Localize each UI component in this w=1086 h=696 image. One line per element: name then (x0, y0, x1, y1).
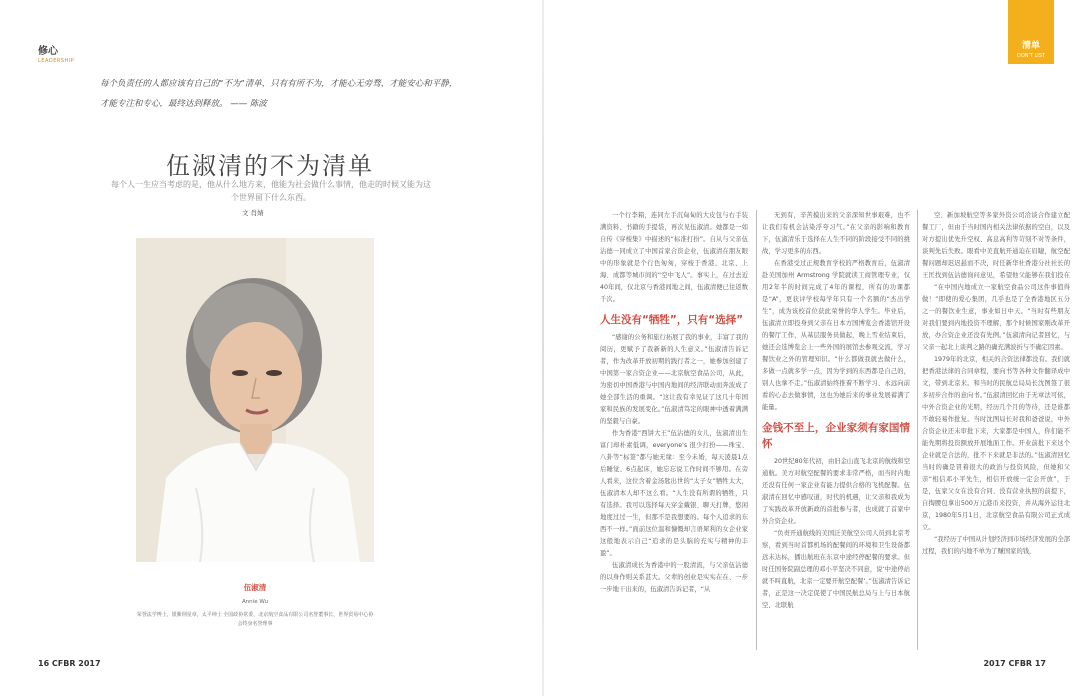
section-tab (1008, 0, 1054, 64)
paragraph: 空、新加坡航空等多家外资公司洽谈合作建立配餐工厂，但由于当时国内相关法律依据的空白，以及对方提出优先升空权、高息高利等苛刻不对等条件，谈判先后失败。眼看中美直航开通迫在眉睫，航空配餐问题却迟迟悬而不决，时任新华社香港分社社长的王匡找到伍沾德询问意见，希望他父能够在我们投在 (922, 212, 1070, 279)
paragraph: “负责开通航线的美国泛美航空公司人员到北京考察，看到当时首都机场的配餐间的环境和卫生设备都远未达标，播出航班在东京中途经停配餐的要求。但时任国务院副总理的邓小平坚决不同意，说‘中途停站就不叫直航，北京一定要开航空配餐’。”伍淑清告诉记者，正是这一决定促使了中国民航总局与上与日本航空、北联航 (762, 530, 910, 609)
article-column-2 (762, 210, 910, 650)
section-label (38, 42, 74, 64)
page-spine (542, 0, 544, 696)
article-column-1 (600, 210, 748, 650)
paragraph: “在中国内地成立一家航空食品公司这件事值得做！”即使的爱心集团，几乎也是了全香港地区五分之一的餐饮业生意，事业如日中天。“当时有些朋友对我们要到内地投资不理解，那个时候国家刚改革开放，办合资企业还没有先例。”伍淑清向记者回忆，与父亲一起北上谈判之路的确充满波折与不确定因素。 (922, 284, 1070, 351)
paragraph: 伍淑清成长为香港中的一股清流，与父亲伍沾德的以身作则关系甚大。父辈的创业是实实在在、一步一步地干出来的，伍淑清告诉记者，“从 (600, 562, 748, 593)
paragraph: 20世纪80年代初，由旧金山直飞北京的航线和空通航。美方对航空配餐的要求非常严格，而当时内地还没有任何一家企业有能力提供合格的飞机配餐。伍淑清在回忆中感叹道，时代的机遇，让父亲和我成为了实践改革开放新政的首批参与者，也成就了首家中外合资企业。 (762, 458, 910, 525)
paragraph: 作为香港“西饼大王”伍沾德的女儿，伍淑清出生富门却朴素低调，everyone's 很少打扮——珠宝、八卦等“标签”都与她无缘：至今未婚，每天凌晨1点后睡觉、6点起床，她忘忘说工作时间不够用。在旁人看来，这位含着金汤匙出世的“太子女”牺牲太大，伍淑清本人却不这么看。“人生没有所谓的牺牲，只有选择。我可以选择每天穿金戴银、聊天打牌，悠闲地度过过一生，但那不是我想要的。每个人追求的东西不一样。”面前这位温和慷慨却言语犀利的女企业家这般地表示自己“追求的是头脑的充实与精神的丰盈”。 (600, 430, 748, 557)
paragraph: 在香港受过正规教育学校的严格教育后，伍淑清赴美国加州 Armstrong 学院就读工商管理专业，仅用2年半的时间完成了4年的课程，所有的功课都是“A”，更获评学校每学年只有一个名额的“杰出学生”，成为该校首位获此荣誉的华人学生。毕业后，伍淑清立即投身到父亲在日本方国博览会香港馆开设的餐厅工作，从基层服务员做起，晚上雪业结束后，她还会选博览会上一些外国的展馆去参观交流，学习餐饮业之外的管理知识。“什么都做我就去做什么，多做一点就多学一点，因为学到的东西都是自己的，别人也拿不走。”伍淑清始终推着不断学习、永远向前看的心态去做事情，这也为她后来的事业发展蓄满了能量。 (762, 260, 910, 411)
pull-quote: 每个负责任的人都应该有自己的“不为”清单，只有有所不为，才能心无旁骛，才能安心和平静，才能专注和专心，最终达到释放。 —— 陈波 (100, 79, 458, 109)
section-label-cn: 修心 (38, 46, 58, 57)
section-heading: 金钱不至上，企业家须有家国情怀 (762, 422, 910, 450)
caption-name: 伍淑清 (243, 583, 267, 592)
section-label-en: LEADERSHIP (38, 58, 75, 64)
right-page-folio: 2017 CFBR 17 (983, 659, 1046, 668)
article-column-3 (922, 210, 1070, 650)
section-tab-cn: 清单 (1021, 41, 1040, 51)
left-page-folio: 16 CFBR 2017 (38, 659, 101, 668)
article-title: 伍淑清的不为清单 (166, 152, 374, 180)
paragraph: 一个行李箱，连同左手沉甸甸的大皮包与右手装满资料、书籍的手提袋，再次见伍淑清。她都是一如自传《穿梭集》中描述的“标准打扮”。自从与父亲伍沾德一同成立了中国首家合资企业，伍淑清在朋友眼中的形象就是个行色匆匆，穿梭于香港、北京、上海、成都等城市间的“空中飞人”。事实上，在过去近40年间，仅北京与香港间地之间，伍淑清便已往返数千次。 (600, 212, 748, 303)
caption-en-name: Annie Wu (241, 599, 269, 605)
article-subtitle: 每个人一生应当考虑的是，他从什么地方来，他能为社会做什么事情，他走的时候又能为这个世界留下什么东西。 (111, 180, 431, 202)
section-tab-en: DON'T LIST (1016, 53, 1046, 59)
paragraph: 1979年的北京，相关的合资法律都没有。我们就把香港法律的合同章程，要向书等各种文件翻译成中文，带到北京来。和当时的民航总局局长沈图签了很多初步合作的意向书。”伍淑清回忆由于无章法可依，中外合资企业的光明，经历几个月的等待，还是谁都不敢轻易作批复。当时沈图局长对我和爸爸说，中外合资企业还未审批下来，大家都是中国人，你们能不能先期将投资额放开展地面工作。开业前批下来这个企业就是合法的，批不下来就是非法的。”伍淑清回忆当时的确是冒着很大的政治与投资风险，但她和父亲“相信邓小平先生，相信开放统一定会开放”，于是，伍家父女在没有合同、没有营业执照的前提下，自掏腰包拿出500万元港币来投资，并从海外运往北京，1980年5月1日，北京航空食品有限公司正式成立。 (922, 356, 1070, 531)
paragraph: 无到有，辛苦摸出来的父亲深知世事艰难，也不让我们有机会沾染浮夸习气。”在父亲的影响和教育下，伍淑清乐于选择在人生不同的阶段接受不同的挑战，学习更多的东西。 (762, 212, 910, 255)
column-divider (756, 210, 757, 650)
portrait-illustration (136, 238, 374, 562)
section-heading: 人生没有“牺牲”，只有“选择” (600, 314, 744, 326)
paragraph: “我经历了中国从计划经济到市场经济发展的全部过程，我们的内地不单为了赚国家的钱， (922, 536, 1070, 555)
column-divider (917, 210, 918, 650)
photo-caption (136, 582, 374, 628)
paragraph: “感谢的公务和旅行拓展了我的事业，丰富了我的阅历，更赋予了我新新的人生意义。”伍淑清告诉记者，作为改革开放初期的践行者之一，她参加创建了中国第一家合资企业——北京航空食品公司，从此，为密切中国香港与中国内地间的经济联动而奔波成了她全部生活的重调。“这让我有幸见证了这几十年国家和民族的发展变化。”伍淑清笃定的眼神中透着满满的坚毅与自豪。 (600, 334, 748, 425)
byline: 文 肖婧 (242, 209, 264, 217)
portrait-photo (136, 238, 374, 562)
caption-description: 荣誉法学博士，银紫荆星章，太平绅士 全国政协常委，北京航空食品有限公司名誉董事长，世界贸易中心协会终身名誉理事 (136, 612, 374, 627)
